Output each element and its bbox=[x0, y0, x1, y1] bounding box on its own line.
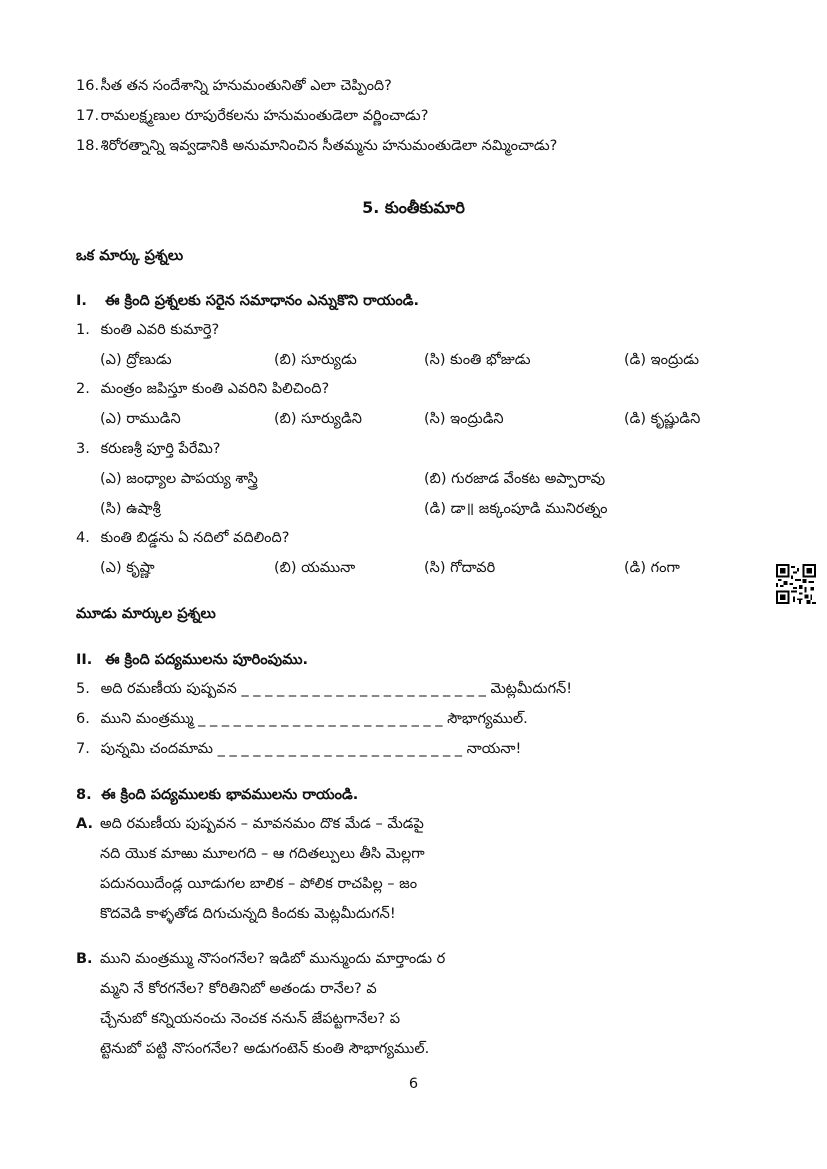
fill-in-item-7: 7. పున్నమి చందమామ _ _ _ _ _ _ _ _ _ _ _ _ _ _ _ _ _ _ _ _ _ నాయనా! bbox=[76, 741, 522, 757]
question-18: 18. శిరోరత్నాన్ని ఇవ్వడానికి అనుమానించిన సీతమ్మను హనుమంతుడెలా నమ్మించాడు? bbox=[76, 138, 558, 154]
option-b: (బి) యమునా bbox=[274, 560, 356, 576]
question-4: 4. కుంతి బిడ్డను ఏ నదిలో వదిలింది? bbox=[76, 530, 290, 546]
question-text: రామలక్ష్మణుల రూపురేకలను హనుమంతుడెలా వర్ణించాడు? bbox=[100, 108, 429, 124]
poem-a-label: A. bbox=[76, 816, 93, 832]
question-3: 3. కరుణశ్రీ పూర్తి పేరేమి? bbox=[76, 441, 221, 457]
qr-code-icon bbox=[776, 564, 816, 604]
option-d: (డి) కృష్ణుడిని bbox=[624, 411, 701, 427]
poem-a-line-3: పదునయిదేండ్ల యీడుగల బాలిక – పోలిక రాచపిల్ల – జం bbox=[100, 876, 418, 892]
question-text: కుంతి ఎవరి కుమార్తె? bbox=[100, 322, 220, 338]
option-b: (బి) సూర్యుడిని bbox=[274, 411, 362, 427]
blank: _ _ _ _ _ _ _ _ _ _ _ _ _ _ _ _ _ _ _ _ _ bbox=[241, 681, 486, 697]
question-text: సీత తన సందేశాన్ని హనుమంతునితో ఎలా చెప్పింది? bbox=[100, 78, 392, 94]
question-16: 16. సీత తన సందేశాన్ని హనుమంతునితో ఎలా చెప్పింది? bbox=[76, 78, 392, 94]
poem-b-line-3: చ్చేనుబో కన్నియనంచు నెంచక ననున్ జేపట్టగానేల? ప bbox=[100, 1011, 401, 1027]
option-c: (సి) గోదావరి bbox=[424, 560, 496, 576]
option-a: (ఎ) ద్రోణుడు bbox=[100, 352, 172, 368]
poem-b-line-2: మ్మని నే కోరగనేల? కోరితినిబో అతండు రానేల? వ bbox=[100, 981, 377, 997]
question-text: కరుణశ్రీ పూర్తి పేరేమి? bbox=[100, 441, 221, 457]
question-2: 2. మంత్రం జపిస్తూ కుంతి ఎవరిని పిలిచింది? bbox=[76, 381, 330, 397]
option-b: (బి) గురజాడ వేంకట అప్పారావు bbox=[424, 471, 606, 487]
poem-b-label: B. bbox=[76, 951, 93, 967]
question-1: 1. కుంతి ఎవరి కుమార్తె? bbox=[76, 322, 220, 338]
blank: _ _ _ _ _ _ _ _ _ _ _ _ _ _ _ _ _ _ _ _ _ bbox=[198, 711, 443, 727]
option-d: (డి) ఇంద్రుడు bbox=[624, 352, 699, 368]
section-2-instruction: II. ఈ క్రింది పద్యములను పూరింపుము. bbox=[76, 652, 308, 668]
option-c: (సి) ఇంద్రుడిని bbox=[424, 411, 504, 427]
poem-b-line-4: ట్టెనుబో పట్టి నొసంగనేల? అడుగంటెన్ కుంతి సౌభాగ్యముల్. bbox=[100, 1041, 430, 1057]
question-17: 17. రామలక్ష్మణుల రూపురేకలను హనుమంతుడెలా వర్ణించాడు? bbox=[76, 108, 429, 124]
poem-a-line-1: అది రమణీయ పుష్పవన – మావనమం దొక మేడ – మేడపై bbox=[100, 816, 424, 832]
option-d: (డి) డా॥ జక్కంపూడి మునిరత్నం bbox=[424, 501, 608, 517]
section-1-instruction: I. ఈ క్రింది ప్రశ్నలకు సరైన సమాధానం ఎన్నుకొని రాయండి. bbox=[76, 293, 419, 309]
poem-a-line-4: కొదవెడి కాళ్ళతోడ దిగుచున్నది కిందకు మెట్లమీదుగన్! bbox=[100, 906, 396, 922]
fill-in-item-6: 6. ముని మంత్రమ్ము _ _ _ _ _ _ _ _ _ _ _ _ _ _ _ _ _ _ _ _ _ సౌభాగ్యముల్. bbox=[76, 711, 528, 727]
lesson-title: 5. కుంతీకుమారి bbox=[362, 198, 465, 217]
blank: _ _ _ _ _ _ _ _ _ _ _ _ _ _ _ _ _ _ _ _ _ bbox=[217, 741, 463, 757]
option-a: (ఎ) జంధ్యాల పాపయ్య శాస్త్రి bbox=[100, 471, 258, 487]
question-8-instruction: 8. ఈ క్రింది పద్యములకు భావములను రాయండి. bbox=[76, 787, 359, 803]
option-a: (ఎ) కృష్ణా bbox=[100, 560, 155, 576]
question-text: శిరోరత్నాన్ని ఇవ్వడానికి అనుమానించిన సీతమ్మను హనుమంతుడెలా నమ్మించాడు? bbox=[100, 138, 558, 154]
option-a: (ఎ) రాముడిని bbox=[100, 411, 181, 427]
poem-b-line-1: ముని మంత్రమ్ము నొసంగనేల? ఇడిబో మున్ముందు మార్తాండు ర bbox=[100, 951, 446, 967]
page-number: 6 bbox=[408, 1076, 419, 1092]
option-b: (బి) సూర్యుడు bbox=[274, 352, 357, 368]
three-mark-heading: మూడు మార్కుల ప్రశ్నలు bbox=[76, 606, 216, 622]
one-mark-heading: ఒక మార్కు ప్రశ్నలు bbox=[76, 248, 184, 264]
poem-a-line-2: నది యొక మాఱు మూలగది – ఆ గదితల్పులు తీసి మెల్లగా bbox=[100, 846, 425, 862]
option-c: (సి) ఉషాశ్రీ bbox=[100, 501, 161, 517]
question-text: మంత్రం జపిస్తూ కుంతి ఎవరిని పిలిచింది? bbox=[100, 381, 330, 397]
option-d: (డి) గంగా bbox=[624, 560, 680, 576]
option-c: (సి) కుంతి భోజుడు bbox=[424, 352, 531, 368]
question-text: కుంతి బిడ్డను ఏ నదిలో వదిలింది? bbox=[100, 530, 290, 546]
fill-in-item-5: 5. అది రమణీయ పుష్పవన _ _ _ _ _ _ _ _ _ _ _ _ _ _ _ _ _ _ _ _ _ మెట్లమీదుగన్! bbox=[76, 681, 573, 697]
